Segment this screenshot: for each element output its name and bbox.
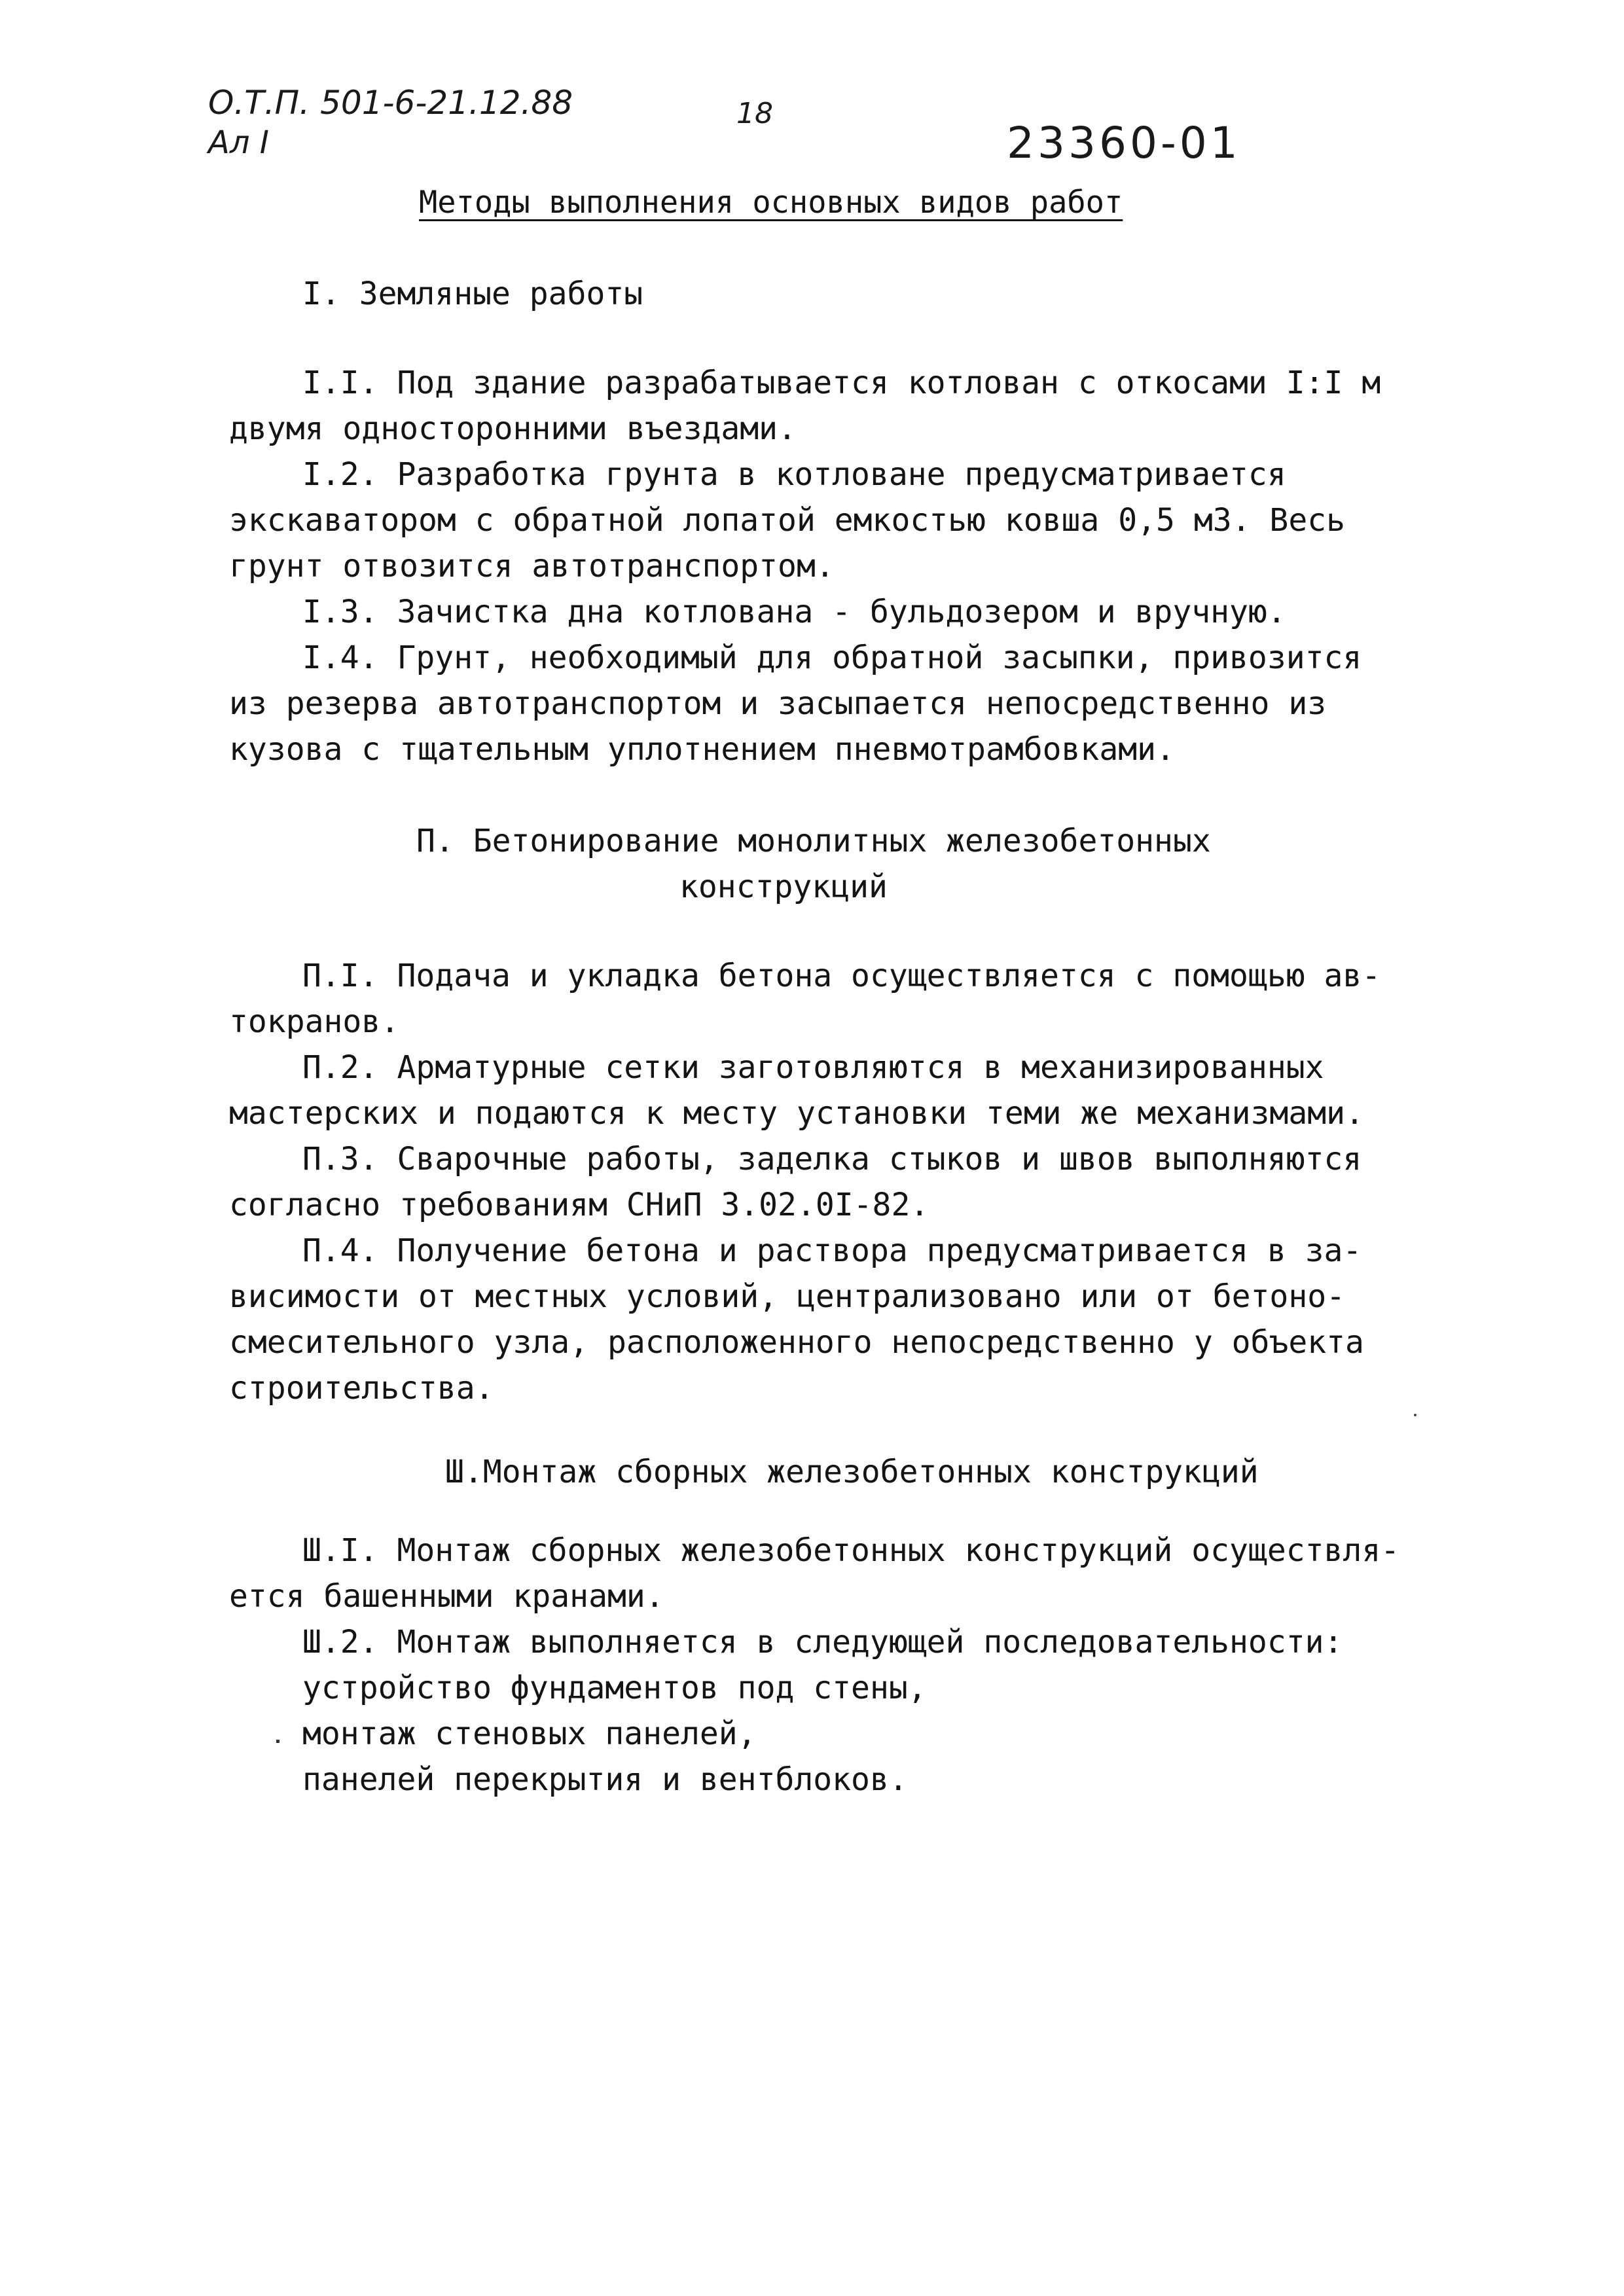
page-number: 18 bbox=[736, 97, 773, 130]
paragraph-line: экскаватором с обратной лопатой емкостью ковша 0,5 м3. Весь bbox=[229, 502, 1346, 539]
album-reference: Ал I bbox=[208, 124, 269, 161]
paragraph-line: строительства. bbox=[229, 1370, 494, 1407]
paragraph-line: грунт отвозится автотранспортом. bbox=[229, 548, 835, 584]
paragraph-line: Ш.2. Монтаж выполняется в следующей последовательности: bbox=[302, 1624, 1343, 1660]
paragraph-line: I.3. Зачистка дна котлована - бульдозером и вручную. bbox=[302, 594, 1286, 630]
paragraph-line: I.4. Грунт, необходимый для обратной засыпки, привозится bbox=[302, 639, 1362, 676]
paragraph-line: согласно требованиям СНиП 3.02.0I-82. bbox=[229, 1187, 929, 1223]
scan-speck bbox=[276, 1740, 280, 1743]
paragraph-line: I.2. Разработка грунта в котловане предусматривается bbox=[302, 456, 1286, 493]
section-2-heading-cont: конструкций bbox=[679, 869, 888, 905]
section-3-heading: Ш.Монтаж сборных железобетонных конструкций bbox=[445, 1454, 1259, 1490]
paragraph-line: токранов. bbox=[229, 1003, 400, 1040]
paragraph-line: висимости от местных условий, централизовано или от бетоно- bbox=[229, 1278, 1346, 1315]
list-item: монтаж стеновых панелей, bbox=[302, 1715, 757, 1752]
list-item: панелей перекрытия и вентблоков. bbox=[302, 1761, 908, 1798]
scan-speck bbox=[1414, 1414, 1416, 1416]
paragraph-line: ется башенными кранами. bbox=[229, 1578, 664, 1615]
document-reference: О.Т.П. 501-6-21.12.88 bbox=[208, 84, 573, 122]
paragraph-line: П.3. Сварочные работы, заделка стыков и швов выполняются bbox=[302, 1141, 1362, 1177]
list-item: устройство фундаментов под стены, bbox=[302, 1670, 927, 1706]
paragraph-line: из резерва автотранспортом и засыпается непосредственно из bbox=[229, 685, 1327, 722]
paragraph-line: смесительного узла, расположенного непосредственно у объекта bbox=[229, 1324, 1364, 1361]
paragraph-line: Ш.I. Монтаж сборных железобетонных конструкций осуществля- bbox=[302, 1532, 1400, 1569]
paragraph-line: П.4. Получение бетона и раствора предусматривается в за- bbox=[302, 1232, 1362, 1269]
paragraph-line: П.2. Арматурные сетки заготовляются в механизированных bbox=[302, 1049, 1324, 1086]
paragraph-line: I.I. Под здание разрабатывается котлован с откосами I:I м bbox=[302, 365, 1381, 401]
section-1-heading: I. Земляные работы bbox=[302, 276, 643, 312]
paragraph-line: кузова с тщательным уплотнением пневмотрамбовками. bbox=[229, 731, 1175, 768]
document-number: 23360-01 bbox=[1007, 118, 1241, 168]
paragraph-line: двумя односторонними въездами. bbox=[229, 410, 797, 447]
page-title: Методы выполнения основных видов работ bbox=[419, 185, 1123, 221]
paragraph-line: мастерских и подаются к месту установки теми же механизмами. bbox=[229, 1095, 1364, 1132]
paragraph-line: П.I. Подача и укладка бетона осуществляется с помощью ав- bbox=[302, 958, 1381, 994]
section-2-heading: П. Бетонирование монолитных железобетонных bbox=[416, 823, 1211, 859]
